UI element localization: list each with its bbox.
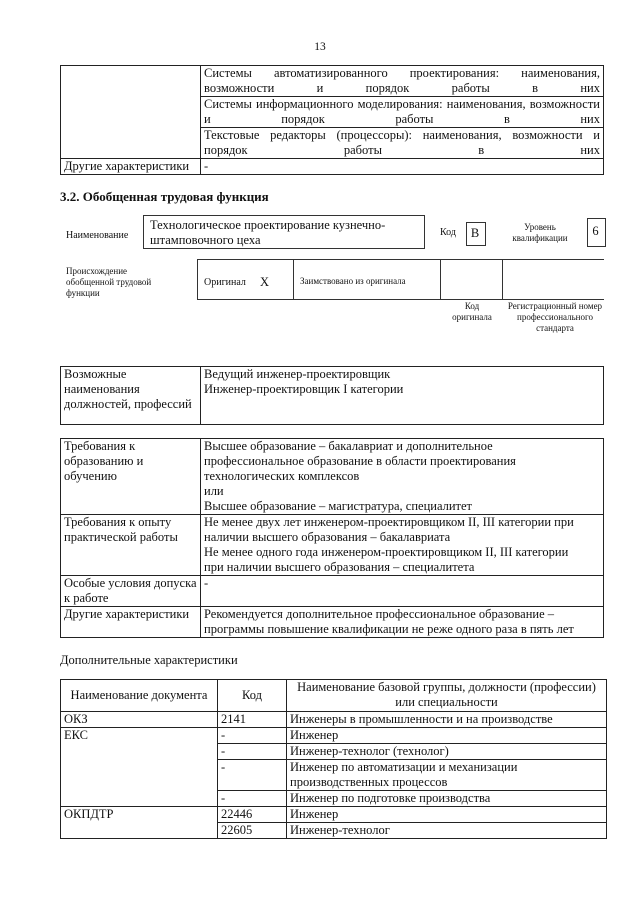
position-item: Инженер-проектировщик I категории — [204, 382, 404, 396]
top-table — [60, 65, 604, 175]
req-line: Рекомендуется дополнительное профессиональное образование – — [204, 607, 555, 621]
req-special-label: Особые условия допуска к работе — [61, 576, 201, 607]
positions-values — [201, 367, 604, 425]
origin-code-label: Код оригинала — [452, 301, 492, 322]
req-line: при наличии высшего образования – специалитета — [204, 560, 475, 574]
origin-original-label: Оригинал — [204, 277, 246, 288]
origin-divider — [197, 259, 198, 299]
function-name-value: Технологическое проектирование кузнечно-штамповочного цеха — [150, 218, 386, 247]
req-line: Высшее образование – бакалавриат и дополнительное — [204, 439, 493, 453]
top-table-row — [201, 66, 604, 97]
top-table-row — [201, 97, 604, 128]
top-table-other-label: Другие характеристики — [61, 159, 201, 175]
additional-row-name: Инженеры в промышленности и на производстве — [287, 712, 607, 728]
req-line: профессиональное образование в области проектирования — [204, 454, 516, 468]
additional-row-doc: ОКЗ — [61, 712, 218, 728]
req-special-value — [201, 576, 604, 607]
function-level-value: 6 — [592, 224, 599, 238]
origin-original-mark: X — [260, 275, 270, 289]
req-line: или — [204, 484, 224, 498]
additional-row-name: Инженер-технолог (технолог) — [287, 744, 607, 760]
additional-row-code: 22605 — [218, 823, 287, 839]
top-table-row-text: Системы автоматизированного проектирования: наименования, возможности и порядок работы в них — [204, 66, 600, 95]
position-item: Ведущий инженер-проектировщик — [204, 367, 391, 381]
req-experience-value — [201, 515, 604, 576]
additional-row-code: - — [218, 791, 287, 807]
page-number: 13 — [314, 41, 326, 53]
function-level-label: Уровень квалификации — [512, 222, 568, 243]
top-table-other-value: - — [201, 159, 604, 175]
additional-row-code: 2141 — [218, 712, 287, 728]
req-education-value — [201, 439, 604, 515]
function-code-value: B — [470, 226, 480, 240]
additional-row-doc: ОКПДТР — [61, 807, 218, 839]
req-line: технологических комплексов — [204, 469, 360, 483]
additional-row-name: Инженер по подготовке производства — [287, 791, 607, 807]
origin-bottom-line — [197, 299, 604, 300]
req-line: Не менее двух лет инженером-проектировщиком II, III категории при — [204, 515, 574, 529]
additional-row-name: Инженер — [287, 807, 607, 823]
additional-row-code: 22446 — [218, 807, 287, 823]
req-line: Не менее одного года инженером-проектировщиком II, III категории — [204, 545, 569, 559]
requirements-table — [60, 438, 604, 638]
origin-borrowed-label: Заимствовано из оригинала — [300, 276, 406, 286]
top-table-row-text: Системы информационного моделирования: наименования, возможности и порядок работы в них — [204, 97, 600, 126]
origin-divider — [293, 259, 294, 299]
req-line: - — [204, 576, 209, 590]
req-line: наличии высшего образования – бакалавриата — [204, 530, 451, 544]
origin-divider — [440, 259, 441, 299]
top-table-left-cell — [61, 66, 201, 159]
req-other-label: Другие характеристики — [61, 607, 201, 638]
req-education-label: Требования к образованию и обучению — [61, 439, 201, 515]
additional-header-group: Наименование базовой группы, должности (профессии) или специальности — [287, 680, 607, 712]
additional-row-name: Инженер — [287, 728, 607, 744]
positions-table — [60, 366, 604, 425]
positions-label: Возможные наименования должностей, профессий — [61, 367, 201, 425]
req-line: программы повышение квалификации не реже одного раза в пять лет — [204, 622, 574, 636]
origin-top-line — [197, 259, 604, 260]
origin-reg-number-label: Регистрационный номер профессионального стандарта — [507, 301, 603, 333]
req-line: Высшее образование – магистратура, специалитет — [204, 499, 473, 513]
req-experience-label: Требования к опыту практической работы — [61, 515, 201, 576]
additional-header-code: Код — [218, 680, 287, 712]
top-table-row — [201, 128, 604, 159]
additional-table — [60, 679, 607, 839]
function-code-label: Код — [440, 227, 456, 238]
additional-header-doc: Наименование документа — [61, 680, 218, 712]
additional-row-name: Инженер по автоматизации и механизации производственных процессов — [287, 760, 607, 791]
additional-row-code: - — [218, 728, 287, 744]
req-other-value — [201, 607, 604, 638]
additional-title: Дополнительные характеристики — [60, 653, 238, 667]
top-table-row-text: Текстовые редакторы (процессоры): наименования, возможности и порядок работы в них — [204, 128, 600, 157]
additional-row-doc: ЕКС — [61, 728, 218, 807]
origin-label: Происхождение обобщенной трудовой функции — [66, 266, 152, 298]
function-name-label: Наименование — [66, 230, 129, 241]
additional-row-name: Инженер-технолог — [287, 823, 607, 839]
additional-row-code: - — [218, 744, 287, 760]
origin-divider — [502, 259, 503, 299]
additional-row-code: - — [218, 760, 287, 791]
section-heading: 3.2. Обобщенная трудовая функция — [60, 189, 269, 204]
